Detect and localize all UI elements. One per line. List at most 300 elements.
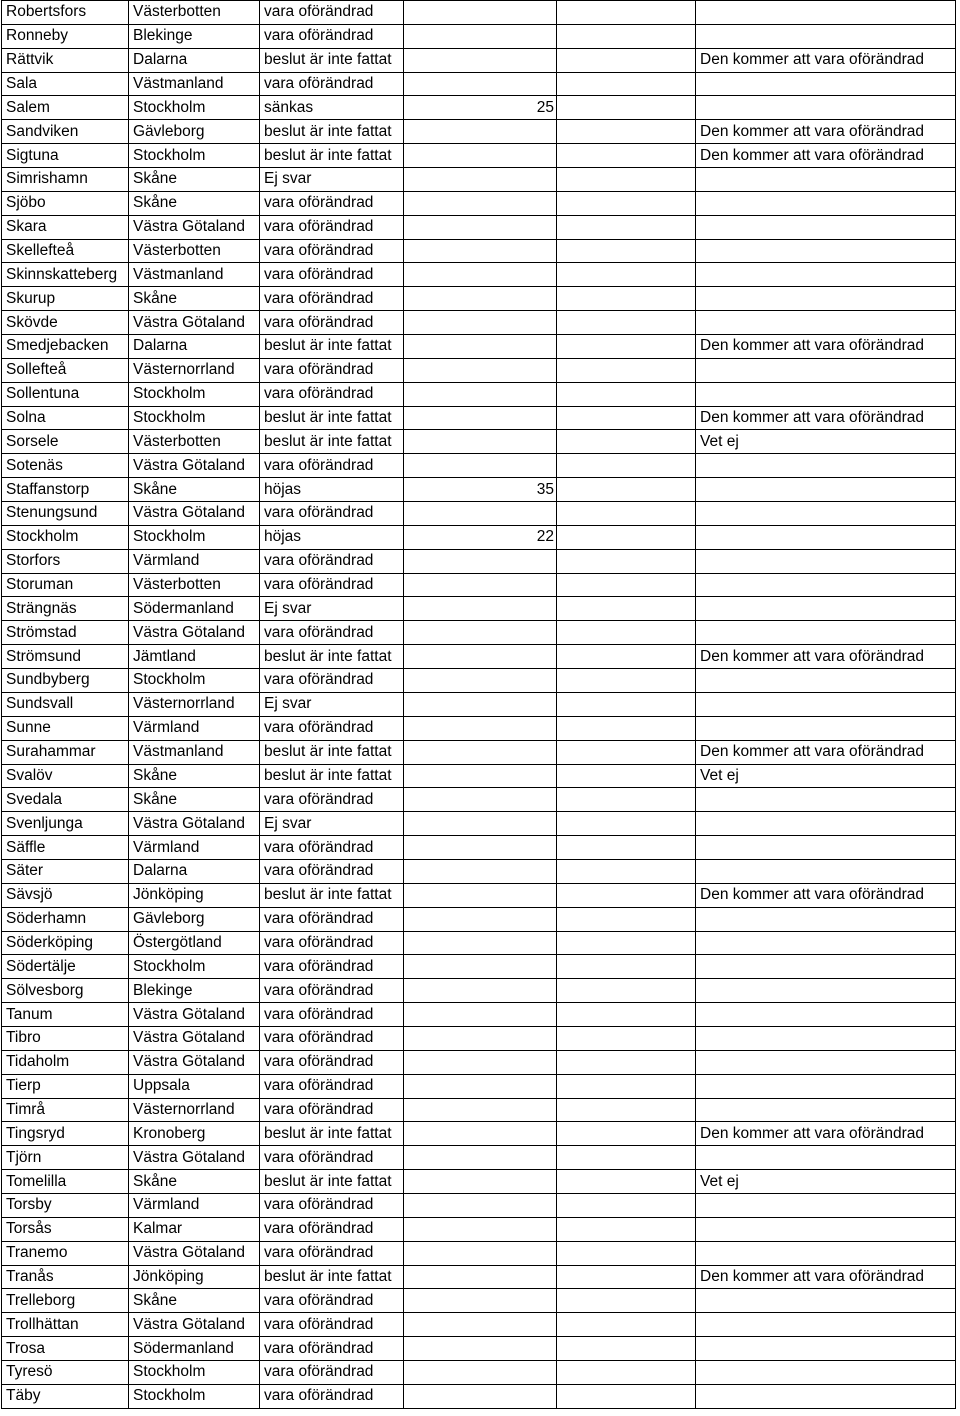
cell-empty[interactable]	[557, 1193, 696, 1217]
cell-value[interactable]	[404, 764, 557, 788]
cell-comment[interactable]	[696, 215, 956, 239]
cell-kommun[interactable]: Salem	[2, 96, 129, 120]
cell-status[interactable]: vara oförändrad	[260, 1098, 404, 1122]
cell-kommun[interactable]: Skellefteå	[2, 239, 129, 263]
cell-empty[interactable]	[557, 1384, 696, 1408]
cell-comment[interactable]	[696, 979, 956, 1003]
cell-comment[interactable]	[696, 1384, 956, 1408]
cell-value[interactable]	[404, 311, 557, 335]
cell-comment[interactable]: Den kommer att vara oförändrad	[696, 883, 956, 907]
cell-lan[interactable]: Västra Götaland	[129, 621, 260, 645]
cell-empty[interactable]	[557, 907, 696, 931]
cell-kommun[interactable]: Trollhättan	[2, 1313, 129, 1337]
cell-lan[interactable]: Västerbotten	[129, 573, 260, 597]
cell-kommun[interactable]: Svalöv	[2, 764, 129, 788]
cell-empty[interactable]	[557, 48, 696, 72]
cell-status[interactable]: vara oförändrad	[260, 1217, 404, 1241]
cell-lan[interactable]: Stockholm	[129, 1384, 260, 1408]
cell-status[interactable]: vara oförändrad	[260, 1026, 404, 1050]
cell-status[interactable]: Ej svar	[260, 692, 404, 716]
cell-comment[interactable]	[696, 1289, 956, 1313]
cell-kommun[interactable]: Tomelilla	[2, 1170, 129, 1194]
cell-lan[interactable]: Stockholm	[129, 955, 260, 979]
cell-kommun[interactable]: Staffanstorp	[2, 478, 129, 502]
cell-kommun[interactable]: Sundsvall	[2, 692, 129, 716]
cell-kommun[interactable]: Sävsjö	[2, 883, 129, 907]
cell-lan[interactable]: Gävleborg	[129, 120, 260, 144]
cell-comment[interactable]	[696, 454, 956, 478]
cell-status[interactable]: beslut är inte fattat	[260, 1122, 404, 1146]
cell-kommun[interactable]: Skövde	[2, 311, 129, 335]
cell-value[interactable]	[404, 1313, 557, 1337]
cell-comment[interactable]	[696, 287, 956, 311]
cell-lan[interactable]: Västmanland	[129, 740, 260, 764]
cell-value[interactable]	[404, 1241, 557, 1265]
cell-status[interactable]: beslut är inte fattat	[260, 740, 404, 764]
cell-comment[interactable]: Vet ej	[696, 764, 956, 788]
cell-lan[interactable]: Värmland	[129, 1193, 260, 1217]
cell-value[interactable]	[404, 1217, 557, 1241]
cell-comment[interactable]	[696, 692, 956, 716]
cell-empty[interactable]	[557, 478, 696, 502]
cell-status[interactable]: vara oförändrad	[260, 263, 404, 287]
cell-empty[interactable]	[557, 1050, 696, 1074]
cell-comment[interactable]: Den kommer att vara oförändrad	[696, 645, 956, 669]
cell-value[interactable]	[404, 836, 557, 860]
cell-status[interactable]: vara oförändrad	[260, 859, 404, 883]
cell-kommun[interactable]: Strömstad	[2, 621, 129, 645]
cell-empty[interactable]	[557, 1337, 696, 1361]
cell-empty[interactable]	[557, 979, 696, 1003]
cell-value[interactable]	[404, 859, 557, 883]
cell-lan[interactable]: Västerbotten	[129, 1, 260, 25]
cell-kommun[interactable]: Sigtuna	[2, 144, 129, 168]
cell-comment[interactable]	[696, 859, 956, 883]
cell-lan[interactable]: Västra Götaland	[129, 1026, 260, 1050]
cell-lan[interactable]: Värmland	[129, 836, 260, 860]
cell-comment[interactable]	[696, 502, 956, 526]
cell-lan[interactable]: Östergötland	[129, 931, 260, 955]
cell-value[interactable]	[404, 1193, 557, 1217]
cell-empty[interactable]	[557, 335, 696, 359]
cell-empty[interactable]	[557, 287, 696, 311]
cell-value[interactable]	[404, 788, 557, 812]
cell-status[interactable]: vara oförändrad	[260, 1360, 404, 1384]
cell-comment[interactable]	[696, 669, 956, 693]
cell-value[interactable]	[404, 1003, 557, 1027]
cell-lan[interactable]: Skåne	[129, 788, 260, 812]
cell-comment[interactable]	[696, 955, 956, 979]
cell-empty[interactable]	[557, 859, 696, 883]
cell-status[interactable]: vara oförändrad	[260, 454, 404, 478]
cell-comment[interactable]	[696, 1146, 956, 1170]
cell-empty[interactable]	[557, 454, 696, 478]
cell-kommun[interactable]: Skara	[2, 215, 129, 239]
cell-empty[interactable]	[557, 883, 696, 907]
cell-lan[interactable]: Västerbotten	[129, 430, 260, 454]
cell-kommun[interactable]: Tidaholm	[2, 1050, 129, 1074]
cell-empty[interactable]	[557, 621, 696, 645]
cell-status[interactable]: vara oförändrad	[260, 311, 404, 335]
cell-value[interactable]	[404, 597, 557, 621]
cell-kommun[interactable]: Ronneby	[2, 24, 129, 48]
cell-comment[interactable]	[696, 1193, 956, 1217]
cell-status[interactable]: vara oförändrad	[260, 502, 404, 526]
cell-status[interactable]: vara oförändrad	[260, 1313, 404, 1337]
cell-status[interactable]: vara oförändrad	[260, 24, 404, 48]
cell-lan[interactable]: Västernorrland	[129, 692, 260, 716]
cell-value[interactable]	[404, 812, 557, 836]
cell-status[interactable]: vara oförändrad	[260, 955, 404, 979]
cell-kommun[interactable]: Säter	[2, 859, 129, 883]
cell-status[interactable]: vara oförändrad	[260, 1241, 404, 1265]
cell-empty[interactable]	[557, 669, 696, 693]
cell-comment[interactable]	[696, 1026, 956, 1050]
cell-empty[interactable]	[557, 764, 696, 788]
cell-value[interactable]	[404, 716, 557, 740]
cell-comment[interactable]	[696, 382, 956, 406]
cell-empty[interactable]	[557, 955, 696, 979]
cell-kommun[interactable]: Strängnäs	[2, 597, 129, 621]
cell-empty[interactable]	[557, 836, 696, 860]
cell-kommun[interactable]: Sorsele	[2, 430, 129, 454]
cell-empty[interactable]	[557, 740, 696, 764]
cell-comment[interactable]	[696, 812, 956, 836]
cell-kommun[interactable]: Stockholm	[2, 525, 129, 549]
cell-lan[interactable]: Västra Götaland	[129, 502, 260, 526]
cell-status[interactable]: vara oförändrad	[260, 358, 404, 382]
cell-value[interactable]	[404, 72, 557, 96]
cell-lan[interactable]: Södermanland	[129, 597, 260, 621]
cell-lan[interactable]: Dalarna	[129, 48, 260, 72]
cell-value[interactable]	[404, 1074, 557, 1098]
cell-lan[interactable]: Västernorrland	[129, 1098, 260, 1122]
cell-empty[interactable]	[557, 215, 696, 239]
cell-comment[interactable]	[696, 1003, 956, 1027]
cell-comment[interactable]	[696, 311, 956, 335]
cell-value[interactable]: 25	[404, 96, 557, 120]
cell-lan[interactable]: Skåne	[129, 1170, 260, 1194]
cell-empty[interactable]	[557, 191, 696, 215]
cell-kommun[interactable]: Storuman	[2, 573, 129, 597]
cell-lan[interactable]: Jämtland	[129, 645, 260, 669]
cell-status[interactable]: vara oförändrad	[260, 716, 404, 740]
cell-empty[interactable]	[557, 573, 696, 597]
cell-empty[interactable]	[557, 1074, 696, 1098]
cell-value[interactable]	[404, 1384, 557, 1408]
cell-empty[interactable]	[557, 1217, 696, 1241]
cell-status[interactable]: vara oförändrad	[260, 669, 404, 693]
cell-lan[interactable]: Stockholm	[129, 669, 260, 693]
cell-value[interactable]	[404, 1050, 557, 1074]
cell-status[interactable]: beslut är inte fattat	[260, 645, 404, 669]
cell-status[interactable]: vara oförändrad	[260, 836, 404, 860]
cell-status[interactable]: vara oförändrad	[260, 1384, 404, 1408]
cell-lan[interactable]: Västmanland	[129, 72, 260, 96]
cell-kommun[interactable]: Sundbyberg	[2, 669, 129, 693]
cell-lan[interactable]: Västra Götaland	[129, 311, 260, 335]
cell-status[interactable]: vara oförändrad	[260, 1337, 404, 1361]
cell-comment[interactable]: Den kommer att vara oförändrad	[696, 335, 956, 359]
cell-value[interactable]	[404, 215, 557, 239]
cell-lan[interactable]: Skåne	[129, 764, 260, 788]
cell-lan[interactable]: Skåne	[129, 168, 260, 192]
cell-value[interactable]	[404, 883, 557, 907]
cell-kommun[interactable]: Simrishamn	[2, 168, 129, 192]
cell-empty[interactable]	[557, 1146, 696, 1170]
cell-value[interactable]	[404, 120, 557, 144]
cell-kommun[interactable]: Tingsryd	[2, 1122, 129, 1146]
cell-lan[interactable]: Västra Götaland	[129, 1146, 260, 1170]
cell-comment[interactable]	[696, 72, 956, 96]
cell-value[interactable]	[404, 430, 557, 454]
cell-value[interactable]	[404, 740, 557, 764]
cell-empty[interactable]	[557, 120, 696, 144]
cell-comment[interactable]: Vet ej	[696, 1170, 956, 1194]
cell-kommun[interactable]: Solna	[2, 406, 129, 430]
cell-lan[interactable]: Stockholm	[129, 144, 260, 168]
cell-lan[interactable]: Skåne	[129, 478, 260, 502]
cell-comment[interactable]	[696, 1050, 956, 1074]
cell-empty[interactable]	[557, 812, 696, 836]
cell-empty[interactable]	[557, 430, 696, 454]
cell-lan[interactable]: Stockholm	[129, 382, 260, 406]
cell-empty[interactable]	[557, 1265, 696, 1289]
cell-comment[interactable]	[696, 1337, 956, 1361]
cell-lan[interactable]: Uppsala	[129, 1074, 260, 1098]
cell-status[interactable]: vara oförändrad	[260, 549, 404, 573]
cell-empty[interactable]	[557, 72, 696, 96]
cell-kommun[interactable]: Skinnskatteberg	[2, 263, 129, 287]
cell-lan[interactable]: Västra Götaland	[129, 1003, 260, 1027]
cell-comment[interactable]: Den kommer att vara oförändrad	[696, 406, 956, 430]
cell-value[interactable]	[404, 621, 557, 645]
cell-status[interactable]: vara oförändrad	[260, 1289, 404, 1313]
cell-status[interactable]: vara oförändrad	[260, 239, 404, 263]
cell-kommun[interactable]: Söderköping	[2, 931, 129, 955]
cell-lan[interactable]: Stockholm	[129, 96, 260, 120]
cell-comment[interactable]	[696, 1313, 956, 1337]
cell-value[interactable]	[404, 1026, 557, 1050]
cell-lan[interactable]: Kalmar	[129, 1217, 260, 1241]
cell-status[interactable]: vara oförändrad	[260, 931, 404, 955]
cell-empty[interactable]	[557, 716, 696, 740]
cell-empty[interactable]	[557, 24, 696, 48]
cell-lan[interactable]: Gävleborg	[129, 907, 260, 931]
cell-kommun[interactable]: Timrå	[2, 1098, 129, 1122]
cell-lan[interactable]: Skåne	[129, 191, 260, 215]
cell-status[interactable]: vara oförändrad	[260, 788, 404, 812]
cell-lan[interactable]: Värmland	[129, 549, 260, 573]
cell-empty[interactable]	[557, 96, 696, 120]
cell-kommun[interactable]: Stenungsund	[2, 502, 129, 526]
cell-empty[interactable]	[557, 144, 696, 168]
cell-status[interactable]: vara oförändrad	[260, 907, 404, 931]
cell-lan[interactable]: Västernorrland	[129, 358, 260, 382]
cell-status[interactable]: vara oförändrad	[260, 1074, 404, 1098]
cell-empty[interactable]	[557, 549, 696, 573]
cell-comment[interactable]	[696, 478, 956, 502]
cell-lan[interactable]: Dalarna	[129, 335, 260, 359]
cell-kommun[interactable]: Säffle	[2, 836, 129, 860]
cell-kommun[interactable]: Tibro	[2, 1026, 129, 1050]
cell-status[interactable]: vara oförändrad	[260, 1050, 404, 1074]
cell-kommun[interactable]: Söderhamn	[2, 907, 129, 931]
cell-status[interactable]: vara oförändrad	[260, 382, 404, 406]
cell-status[interactable]: vara oförändrad	[260, 215, 404, 239]
cell-empty[interactable]	[557, 1313, 696, 1337]
cell-kommun[interactable]: Sunne	[2, 716, 129, 740]
cell-empty[interactable]	[557, 692, 696, 716]
cell-kommun[interactable]: Skurup	[2, 287, 129, 311]
cell-comment[interactable]	[696, 1098, 956, 1122]
cell-value[interactable]	[404, 692, 557, 716]
cell-empty[interactable]	[557, 263, 696, 287]
cell-comment[interactable]	[696, 191, 956, 215]
cell-value[interactable]	[404, 1337, 557, 1361]
cell-lan[interactable]: Västra Götaland	[129, 1050, 260, 1074]
cell-comment[interactable]	[696, 358, 956, 382]
cell-lan[interactable]: Stockholm	[129, 406, 260, 430]
cell-status[interactable]: beslut är inte fattat	[260, 764, 404, 788]
cell-kommun[interactable]: Sölvesborg	[2, 979, 129, 1003]
cell-kommun[interactable]: Tranås	[2, 1265, 129, 1289]
cell-status[interactable]: vara oförändrad	[260, 287, 404, 311]
cell-kommun[interactable]: Svenljunga	[2, 812, 129, 836]
cell-comment[interactable]: Den kommer att vara oförändrad	[696, 740, 956, 764]
cell-empty[interactable]	[557, 1003, 696, 1027]
cell-value[interactable]	[404, 931, 557, 955]
cell-empty[interactable]	[557, 597, 696, 621]
cell-kommun[interactable]: Surahammar	[2, 740, 129, 764]
cell-kommun[interactable]: Smedjebacken	[2, 335, 129, 359]
cell-empty[interactable]	[557, 168, 696, 192]
cell-status[interactable]: beslut är inte fattat	[260, 120, 404, 144]
cell-kommun[interactable]: Storfors	[2, 549, 129, 573]
cell-lan[interactable]: Västra Götaland	[129, 1241, 260, 1265]
cell-comment[interactable]	[696, 597, 956, 621]
cell-lan[interactable]: Västra Götaland	[129, 454, 260, 478]
cell-value[interactable]	[404, 263, 557, 287]
cell-status[interactable]: Ej svar	[260, 597, 404, 621]
cell-kommun[interactable]: Tierp	[2, 1074, 129, 1098]
cell-lan[interactable]: Värmland	[129, 716, 260, 740]
cell-value[interactable]	[404, 573, 557, 597]
cell-empty[interactable]	[557, 406, 696, 430]
cell-status[interactable]: vara oförändrad	[260, 621, 404, 645]
cell-value[interactable]	[404, 382, 557, 406]
cell-lan[interactable]: Dalarna	[129, 859, 260, 883]
cell-status[interactable]: vara oförändrad	[260, 1003, 404, 1027]
cell-comment[interactable]	[696, 716, 956, 740]
cell-lan[interactable]: Stockholm	[129, 1360, 260, 1384]
cell-comment[interactable]	[696, 239, 956, 263]
cell-status[interactable]: Ej svar	[260, 812, 404, 836]
cell-lan[interactable]: Stockholm	[129, 525, 260, 549]
cell-lan[interactable]: Jönköping	[129, 1265, 260, 1289]
cell-value[interactable]	[404, 1098, 557, 1122]
cell-status[interactable]: beslut är inte fattat	[260, 48, 404, 72]
cell-empty[interactable]	[557, 1, 696, 25]
cell-comment[interactable]	[696, 836, 956, 860]
cell-comment[interactable]	[696, 1217, 956, 1241]
cell-status[interactable]: vara oförändrad	[260, 979, 404, 1003]
cell-kommun[interactable]: Tyresö	[2, 1360, 129, 1384]
cell-empty[interactable]	[557, 1122, 696, 1146]
cell-value[interactable]	[404, 1289, 557, 1313]
cell-comment[interactable]	[696, 621, 956, 645]
cell-empty[interactable]	[557, 382, 696, 406]
cell-value[interactable]	[404, 955, 557, 979]
cell-comment[interactable]	[696, 788, 956, 812]
cell-status[interactable]: beslut är inte fattat	[260, 430, 404, 454]
cell-status[interactable]: sänkas	[260, 96, 404, 120]
cell-value[interactable]	[404, 144, 557, 168]
cell-comment[interactable]: Den kommer att vara oförändrad	[696, 144, 956, 168]
cell-value[interactable]	[404, 406, 557, 430]
cell-status[interactable]: beslut är inte fattat	[260, 1170, 404, 1194]
cell-comment[interactable]: Den kommer att vara oförändrad	[696, 1265, 956, 1289]
cell-comment[interactable]	[696, 1, 956, 25]
cell-kommun[interactable]: Robertsfors	[2, 1, 129, 25]
cell-lan[interactable]: Kronoberg	[129, 1122, 260, 1146]
cell-lan[interactable]: Västra Götaland	[129, 215, 260, 239]
cell-status[interactable]: beslut är inte fattat	[260, 144, 404, 168]
cell-comment[interactable]: Den kommer att vara oförändrad	[696, 1122, 956, 1146]
cell-lan[interactable]: Västmanland	[129, 263, 260, 287]
cell-comment[interactable]	[696, 549, 956, 573]
cell-empty[interactable]	[557, 311, 696, 335]
cell-status[interactable]: vara oförändrad	[260, 573, 404, 597]
cell-lan[interactable]: Blekinge	[129, 24, 260, 48]
cell-value[interactable]	[404, 979, 557, 1003]
cell-value[interactable]	[404, 191, 557, 215]
cell-comment[interactable]: Vet ej	[696, 430, 956, 454]
cell-empty[interactable]	[557, 931, 696, 955]
cell-status[interactable]: beslut är inte fattat	[260, 335, 404, 359]
cell-status[interactable]: beslut är inte fattat	[260, 1265, 404, 1289]
cell-comment[interactable]	[696, 573, 956, 597]
cell-comment[interactable]	[696, 96, 956, 120]
cell-value[interactable]	[404, 907, 557, 931]
cell-value[interactable]	[404, 1, 557, 25]
cell-comment[interactable]	[696, 525, 956, 549]
cell-lan[interactable]: Västra Götaland	[129, 1313, 260, 1337]
cell-lan[interactable]: Jönköping	[129, 883, 260, 907]
cell-status[interactable]: vara oförändrad	[260, 1, 404, 25]
cell-value[interactable]	[404, 168, 557, 192]
cell-kommun[interactable]: Sotenäs	[2, 454, 129, 478]
cell-empty[interactable]	[557, 525, 696, 549]
cell-kommun[interactable]: Rättvik	[2, 48, 129, 72]
cell-value[interactable]	[404, 454, 557, 478]
cell-value[interactable]	[404, 1170, 557, 1194]
cell-value[interactable]	[404, 1360, 557, 1384]
cell-status[interactable]: vara oförändrad	[260, 1193, 404, 1217]
cell-lan[interactable]: Blekinge	[129, 979, 260, 1003]
cell-comment[interactable]	[696, 931, 956, 955]
cell-value[interactable]	[404, 335, 557, 359]
cell-value[interactable]: 22	[404, 525, 557, 549]
cell-kommun[interactable]: Torsås	[2, 1217, 129, 1241]
cell-value[interactable]	[404, 24, 557, 48]
cell-comment[interactable]	[696, 1360, 956, 1384]
cell-kommun[interactable]: Tanum	[2, 1003, 129, 1027]
cell-value[interactable]	[404, 1265, 557, 1289]
cell-status[interactable]: beslut är inte fattat	[260, 406, 404, 430]
cell-lan[interactable]: Västra Götaland	[129, 812, 260, 836]
cell-comment[interactable]	[696, 168, 956, 192]
